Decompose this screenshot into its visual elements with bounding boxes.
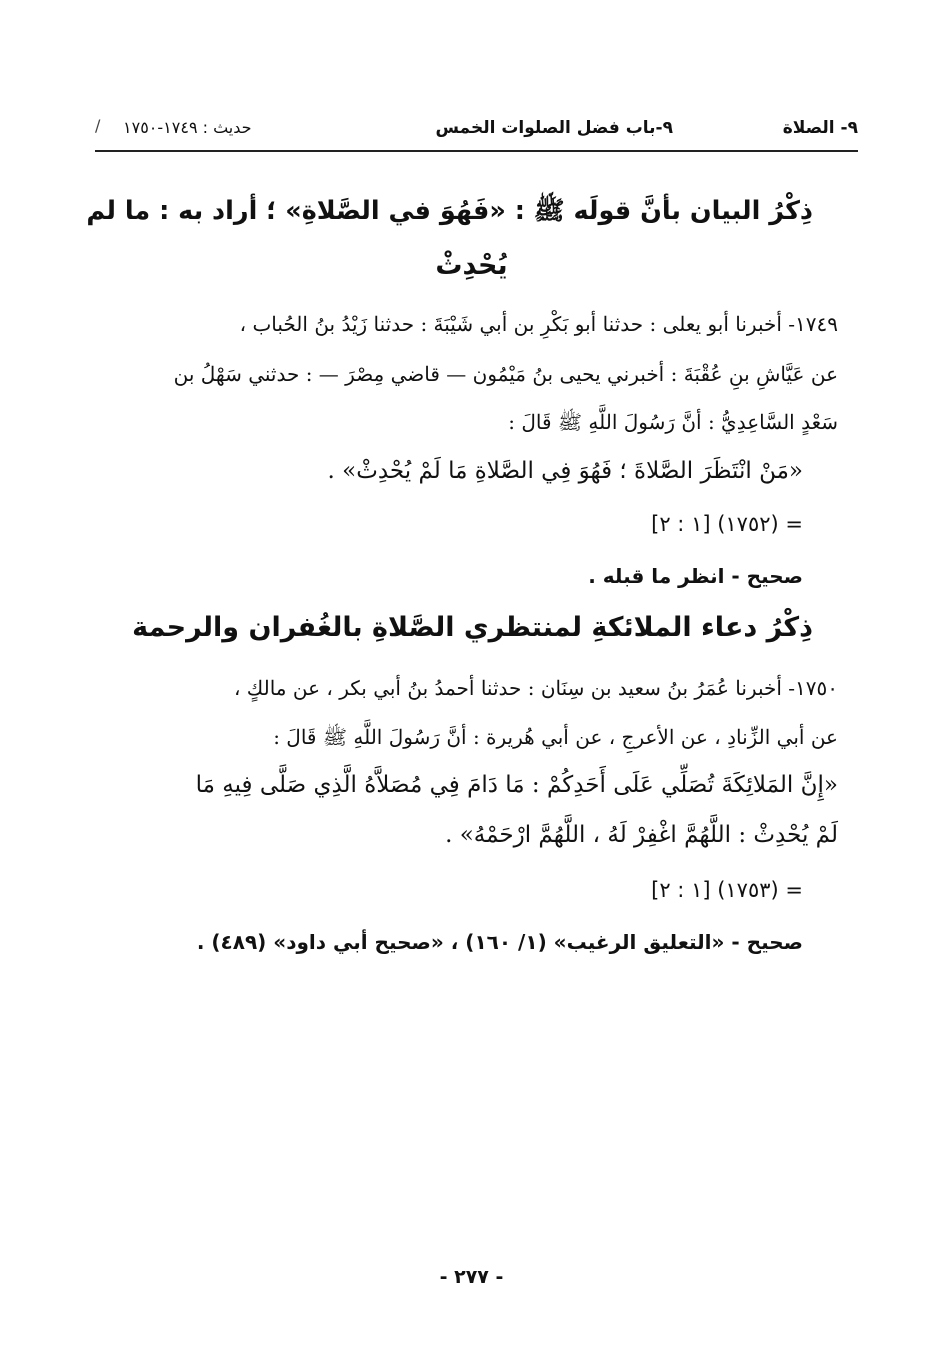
section-1-heading-line-1: ذِكْرُ البيان بأنَّ قولَه ﷺ : «فَهُوَ في الصَّلاةِ» ؛ أراد به : ما لم — [86, 196, 813, 226]
header-rule — [95, 150, 858, 152]
section-1-matn: «مَنْ انْتَظَرَ الصَّلاةَ ؛ فَهُوَ فِي الصَّلاةِ مَا لَمْ يُحْدِثْ» . — [327, 458, 803, 484]
header-edge-mark: / — [95, 116, 101, 135]
section-1-isnad-line-2: عن عَيَّاشِ بنِ عُقْبَةَ : أخبرني يحيى بنُ مَيْمُون — قاضي مِصْرَ — : حدثني سَهْلُ بن — [173, 362, 838, 386]
section-2-reference: = (١٧٥٣) [١ : ٢] — [651, 878, 803, 902]
section-1-grade: صحيح - انظر ما قبله . — [588, 564, 803, 588]
section-2-grade: صحيح - «التعليق الرغيب» (١/ ١٦٠) ، «صحيح أبي داود» (٤٨٩) . — [196, 930, 803, 954]
hadith-range: حديث : ١٧٤٩-١٧٥٠ — [123, 118, 252, 137]
section-1-reference: = (١٧٥٢) [١ : ٢] — [651, 512, 803, 536]
chapter-title: ٩- الصلاة — [782, 118, 858, 138]
page-number: - ٢٧٧ - — [439, 1266, 504, 1288]
running-header — [95, 112, 858, 152]
section-1-heading-line-2: يُحْدِثْ — [435, 250, 508, 281]
section-title: ٩-باب فضل الصلوات الخمس — [435, 118, 673, 138]
section-2-matn-line-2: لَمْ يُحْدِثْ : اللَّهُمَّ اغْفِرْ لَهُ ، اللَّهُمَّ ارْحَمْهُ» . — [445, 822, 838, 848]
section-2-heading: ذِكْرُ دعاء الملائكةِ لمنتظري الصَّلاةِ بالغُفران والرحمة — [132, 612, 813, 643]
section-1-isnad-line-1: ١٧٤٩- أخبرنا أبو يعلى : حدثنا أبو بَكْرِ بن أبي شَيْبَةَ : حدثنا زَيْدُ بنُ الحُباب ، — [239, 312, 838, 336]
section-2-isnad-line-2: عن أبي الزِّنادِ ، عن الأعرجِ ، عن أبي هُريرة : أنَّ رَسُولَ اللَّهِ ﷺ قَالَ : — [273, 725, 838, 749]
section-2-matn-line-1: «إِنَّ المَلائِكَةَ تُصَلِّي عَلَى أَحَدِكُمْ : مَا دَامَ فِي مُصَلاَّهُ الَّذِي صَلَّى فِيهِ مَا — [195, 772, 838, 798]
section-2-isnad-line-1: ١٧٥٠- أخبرنا عُمَرُ بنُ سعيد بن سِنَان : حدثنا أحمدُ بنُ أبي بكر ، عن مالكٍ ، — [233, 676, 838, 700]
section-1-isnad-line-3: سَعْدٍ السَّاعِدِيُّ : أنَّ رَسُولَ اللَّهِ ﷺ قَالَ : — [508, 410, 838, 434]
